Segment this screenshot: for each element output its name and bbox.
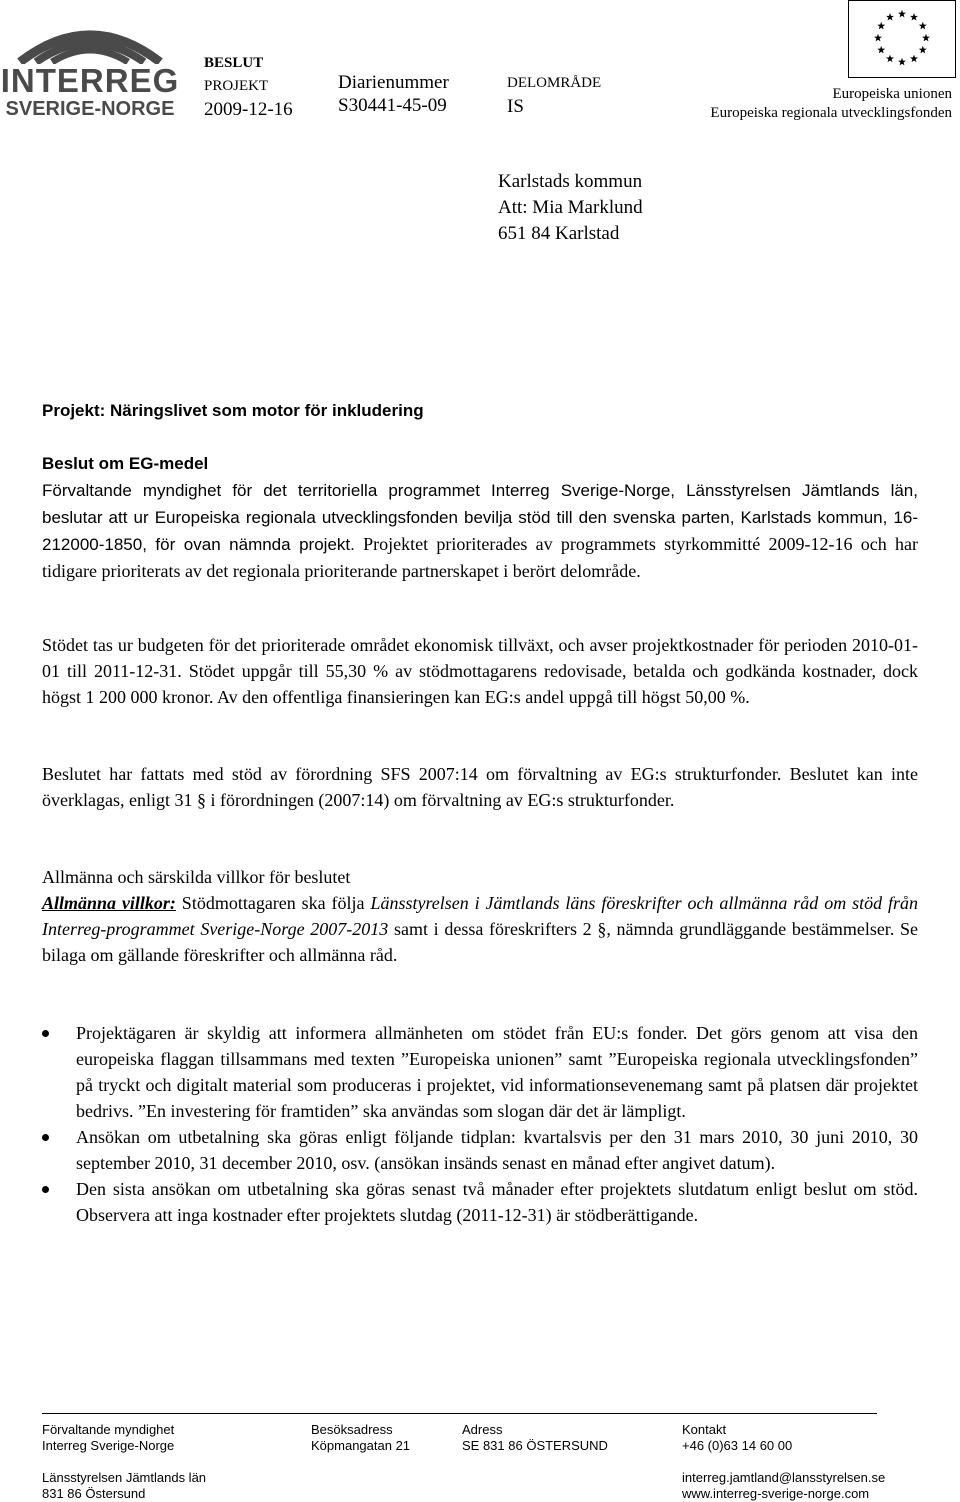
eu-stars-icon — [849, 1, 955, 77]
doc-type-block — [204, 52, 293, 121]
decision-paragraph — [42, 477, 918, 584]
eu-caption-line2: Europeiska regionala utvecklingsfonden — [710, 105, 952, 121]
eu-star-icon — [910, 55, 918, 63]
decision-text-serif: Projektet prioriterades av programmets styrkommitté 2009-12-16 och har tidigare prioriterats av det regionala prioriterande partnerskapet i berört delområde. — [42, 534, 918, 581]
legal-paragraph: Beslutet har fattats med stöd av förordning SFS 2007:14 om förvaltning av EG:s strukturfonder. Beslutet kan inte överklagas, enligt 31 § i förordningen (2007:14) om förvaltning av EG:s strukturfonder. — [42, 764, 918, 810]
footer-visiting-address — [311, 1422, 410, 1454]
subarea-label: DELOMRÅDE — [507, 75, 602, 91]
conditions-heading: Allmänna och särskilda villkor för beslutet — [42, 867, 351, 887]
footer-line: SE 831 86 ÖSTERSUND — [462, 1438, 608, 1453]
recipient-line: Att: Mia Marklund — [498, 197, 643, 218]
conditions-paragraph — [42, 890, 918, 968]
eu-star-icon — [898, 10, 906, 18]
eu-flag — [848, 0, 956, 78]
conditions-text-2: samt i dessa föreskrifters 2 §, nämnda grundläggande bestämmelser. Se bilaga om gällande föreskrifter och allmänna råd. — [42, 919, 918, 965]
conditions-reference: Länsstyrelsen i Jämtlands läns föreskrifter och allmänna råd om stöd från Interreg-programmet Sverige-Norge 2007-2013 — [42, 893, 918, 939]
list-item — [42, 1176, 918, 1228]
list-item-text: Den sista ansökan om utbetalning ska göras senast två månader efter projektets slutdatum enligt beslut om stöd. Observera att inga kostnader efter projektets slutdag (2011-12-31) är stödberättigande. — [76, 1179, 918, 1225]
footer-phone: +46 (0)63 14 60 00 — [682, 1438, 793, 1453]
logo-word-sverige-norge: SVERIGE-NORGE — [5, 98, 175, 120]
footer-postal-address — [462, 1422, 608, 1454]
subarea-block — [507, 72, 601, 118]
recipient-address — [498, 169, 643, 247]
eu-star-icon — [898, 58, 906, 66]
footer-contact — [682, 1422, 885, 1502]
list-item — [42, 1020, 918, 1124]
bullet-icon — [42, 1030, 49, 1037]
footer-line: Besöksadress — [311, 1422, 393, 1437]
footer-line: Interreg Sverige-Norge — [42, 1438, 175, 1453]
eu-caption — [710, 85, 952, 123]
footer-line: Länsstyrelsen Jämtlands län — [42, 1470, 207, 1485]
conditions-bullet-list — [42, 1020, 918, 1228]
support-paragraph: Stödet tas ur budgeten för det prioriterade området ekonomisk tillväxt, och avser projektkostnader för perioden 2010-01-01 till 2011-12-31. Stödet uppgår till 55,30 % av stödmottagarens redovisade, betalda och godkända kostnader, dock högst 1 200 000 kronor. Av den offentliga finansieringen kan EG:s andel uppgå till högst 50,00 %. — [42, 635, 918, 707]
bridge-arch-icon — [0, 14, 180, 64]
footer-line: 831 86 Östersund — [42, 1486, 146, 1501]
decision-heading: Beslut om EG-medel — [42, 454, 209, 473]
interreg-logo — [0, 14, 180, 124]
footer-spacer — [42, 1454, 206, 1470]
bullet-icon — [42, 1186, 49, 1193]
footer-line: Adress — [462, 1422, 503, 1437]
eu-star-icon — [886, 55, 894, 63]
list-item-text: Projektägaren är skyldig att informera allmänheten om stödet från EU:s fonder. Det görs genom att visa den europeiska flaggan tillsammans med texten ”Europeiska unionen” samt ”Europeiska regionala utvecklingsfonden” på tryckt och digitalt material som produceras i projektet, vid informationsevenemang samt på platsen där projektet bedrivs. ”En investering för framtiden” ska användas som slogan där det är lämpligt. — [76, 1023, 918, 1121]
footer-authority — [42, 1422, 206, 1502]
footer-divider — [42, 1413, 877, 1414]
logo-word-interreg: INTERREG — [0, 62, 180, 99]
project-title: Projekt: Näringslivet som motor för inkludering — [42, 401, 424, 420]
registration-number: S30441-45-09 — [338, 95, 447, 116]
eu-star-icon — [910, 13, 918, 21]
eu-star-icon — [877, 46, 885, 54]
footer-line: Förvaltande myndighet — [42, 1422, 175, 1437]
registration-block — [338, 71, 449, 117]
eu-star-icon — [919, 46, 927, 54]
footer-email: interreg.jamtland@lansstyrelsen.se — [682, 1470, 886, 1485]
footer-website: www.interreg-sverige-norge.com — [682, 1486, 870, 1501]
conditions-label: Allmänna villkor: — [42, 893, 176, 913]
decision-date: 2009-12-16 — [204, 99, 293, 120]
doc-type-projekt: PROJEKT — [204, 78, 269, 94]
eu-star-icon — [922, 34, 930, 42]
decision-section — [42, 451, 918, 584]
registration-label: Diarienummer — [338, 72, 449, 93]
list-item — [42, 1124, 918, 1176]
recipient-line: Karlstads kommun — [498, 171, 643, 192]
eu-star-icon — [874, 34, 882, 42]
eu-caption-line1: Europeiska unionen — [832, 86, 952, 102]
conditions-text-1: Stödmottagaren ska följa — [175, 893, 371, 913]
eu-star-icon — [886, 13, 894, 21]
doc-type-beslut: BESLUT — [204, 55, 264, 71]
footer-line: Kontakt — [682, 1422, 727, 1437]
footer-line: Köpmangatan 21 — [311, 1438, 411, 1453]
decision-text-arial: Förvaltande myndighet för det territoriella programmet Interreg Sverige-Norge, Länsstyrelsen Jämtlands län, beslutar att ur Europeiska regionala utvecklingsfonden bevilja stöd till den svenska parten, Karlstads kommun, 16-212000-1850, för ovan nämnda projekt. — [42, 481, 918, 554]
bullet-icon — [42, 1134, 49, 1141]
conditions-section — [42, 864, 918, 968]
subarea-value: IS — [507, 96, 524, 117]
eu-star-icon — [919, 22, 927, 30]
list-item-text: Ansökan om utbetalning ska göras enligt följande tidplan: kvartalsvis per den 31 mars 2010, 30 juni 2010, 30 september 2010, 31 december 2010, osv. (ansökan insänds senast en månad efter angivet datum). — [76, 1127, 918, 1173]
footer-spacer — [682, 1454, 885, 1470]
recipient-line: 651 84 Karlstad — [498, 223, 620, 244]
eu-star-icon — [877, 22, 885, 30]
